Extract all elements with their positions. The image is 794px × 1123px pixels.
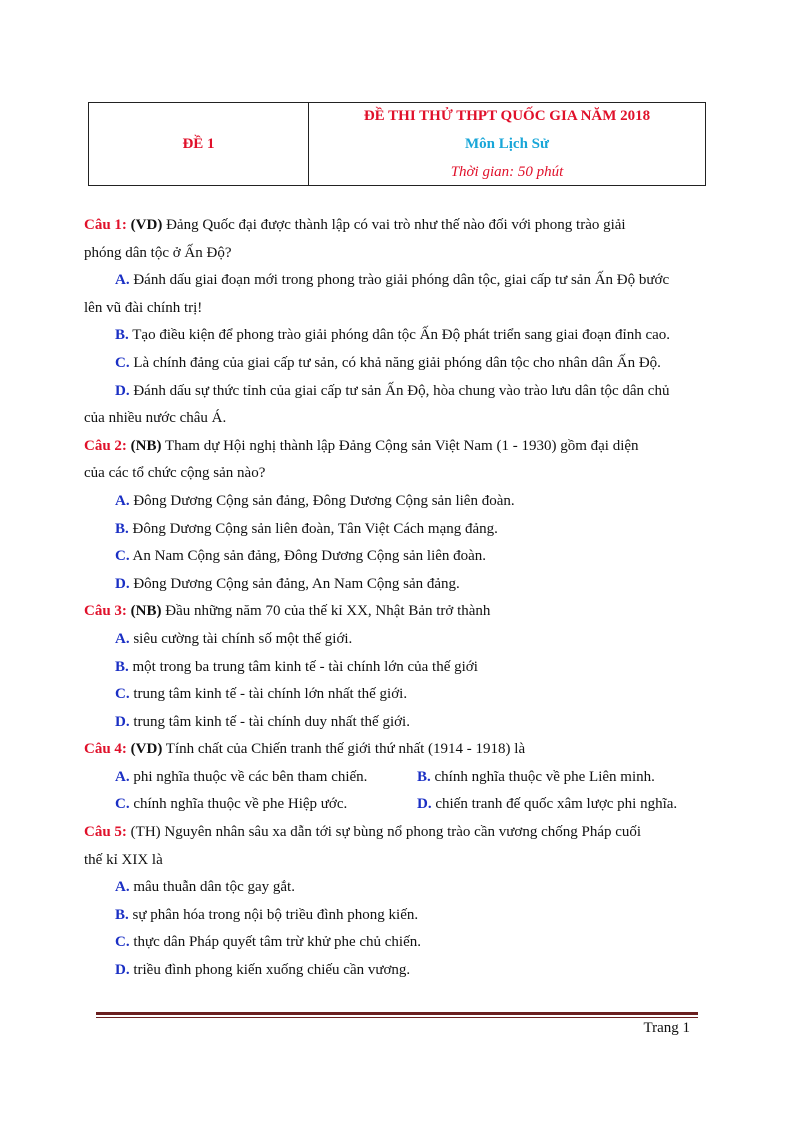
question-1-option-d-cont: của nhiều nước châu Á.: [84, 410, 227, 427]
page-number: Trang 1: [643, 1020, 690, 1036]
question-3-option-d: D. trung tâm kinh tế - tài chính duy nhất thế giới.: [115, 713, 410, 730]
question-5-option-a: A. mâu thuẫn dân tộc gay gắt.: [115, 879, 295, 896]
question-5: Câu 5: (TH) Nguyên nhân sâu xa dẫn tới sự bùng nổ phong trào cần vương chống Pháp cuối: [84, 824, 642, 841]
question-4-option-c: C. chính nghĩa thuộc về phe Hiệp ước.: [115, 796, 348, 813]
question-2: Câu 2: (NB) Tham dự Hội nghị thành lập Đảng Cộng sản Việt Nam (1 - 1930) gồm đại diện: [84, 437, 639, 454]
exam-info-cell: [309, 103, 705, 185]
question-2-option-c: C. An Nam Cộng sản đảng, Đông Dương Cộng sản liên đoàn.: [115, 548, 487, 565]
footer-divider-thin: [96, 1017, 698, 1018]
question-2-option-a: A. Đông Dương Cộng sản đảng, Đông Dương Cộng sản liên đoàn.: [115, 492, 515, 509]
question-4-option-a: A. phi nghĩa thuộc về các bên tham chiến.: [115, 768, 368, 785]
question-4-options-row-1: [84, 764, 724, 792]
question-2-option-b: B. Đông Dương Cộng sản liên đoàn, Tân Việt Cách mạng đảng.: [115, 520, 498, 537]
exam-duration: Thời gian: 50 phút: [450, 164, 564, 180]
question-2-option-d: D. Đông Dương Cộng sản đảng, An Nam Cộng sản đảng.: [115, 575, 460, 592]
question-list: [84, 212, 724, 985]
question-3-option-b: B. một trong ba trung tâm kinh tế - tài chính lớn của thế giới: [115, 658, 478, 675]
question-1-option-a-cont: lên vũ đài chính trị!: [84, 299, 203, 316]
question-3: Câu 3: (NB) Đầu những năm 70 của thế kỉ XX, Nhật Bản trở thành: [84, 603, 491, 620]
exam-subject: Môn Lịch Sử: [464, 136, 550, 152]
question-2-cont: của các tổ chức cộng sản nào?: [84, 465, 266, 482]
question-4-options-row-2: [84, 791, 724, 819]
question-1-option-b: B. Tạo điều kiện để phong trào giải phóng dân tộc Ấn Độ phát triển sang giai đoạn đỉnh cao.: [115, 327, 671, 344]
question-1-cont: phóng dân tộc ở Ấn Độ?: [84, 244, 232, 261]
question-5-option-b: B. sự phân hóa trong nội bộ triều đình phong kiến.: [115, 906, 419, 923]
question-1-option-a: A. Đánh dấu giai đoạn mới trong phong trào giải phóng dân tộc, giai cấp tư sản Ấn Độ bước: [115, 272, 670, 289]
exam-code: ĐỀ 1: [182, 135, 215, 152]
question-3-option-c: C. trung tâm kinh tế - tài chính lớn nhất thế giới.: [115, 686, 408, 703]
question-1-option-d: D. Đánh dấu sự thức tỉnh của giai cấp tư sản Ấn Độ, hòa chung vào trào lưu dân tộc dân chủ: [115, 382, 670, 399]
exam-title: ĐỀ THI THỬ THPT QUỐC GIA NĂM 2018: [363, 108, 651, 124]
question-5-option-d: D. triều đình phong kiến xuống chiếu cần vương.: [115, 962, 411, 979]
question-5-option-c: C. thực dân Pháp quyết tâm trừ khử phe chủ chiến.: [115, 934, 421, 951]
question-3-option-a: A. siêu cường tài chính số một thế giới.: [115, 630, 353, 647]
footer-divider-thick: [96, 1012, 698, 1015]
question-1-option-c: C. Là chính đảng của giai cấp tư sản, có khả năng giải phóng dân tộc cho nhân dân Ấn Độ.: [115, 354, 661, 371]
question-4: Câu 4: (VD) Tính chất của Chiến tranh thế giới thứ nhất (1914 - 1918) là: [84, 741, 526, 758]
question-1: Câu 1: (VD) Đảng Quốc đại được thành lập có vai trò như thế nào đối với phong trào giải: [84, 217, 626, 233]
question-4-option-b: B. chính nghĩa thuộc về phe Liên minh.: [417, 768, 655, 785]
exam-header-table: [88, 102, 706, 186]
question-5-cont: thế kỉ XIX là: [84, 851, 163, 868]
question-4-option-d: D. chiến tranh đế quốc xâm lược phi nghĩa.: [417, 796, 678, 813]
exam-code-cell: [89, 103, 309, 185]
